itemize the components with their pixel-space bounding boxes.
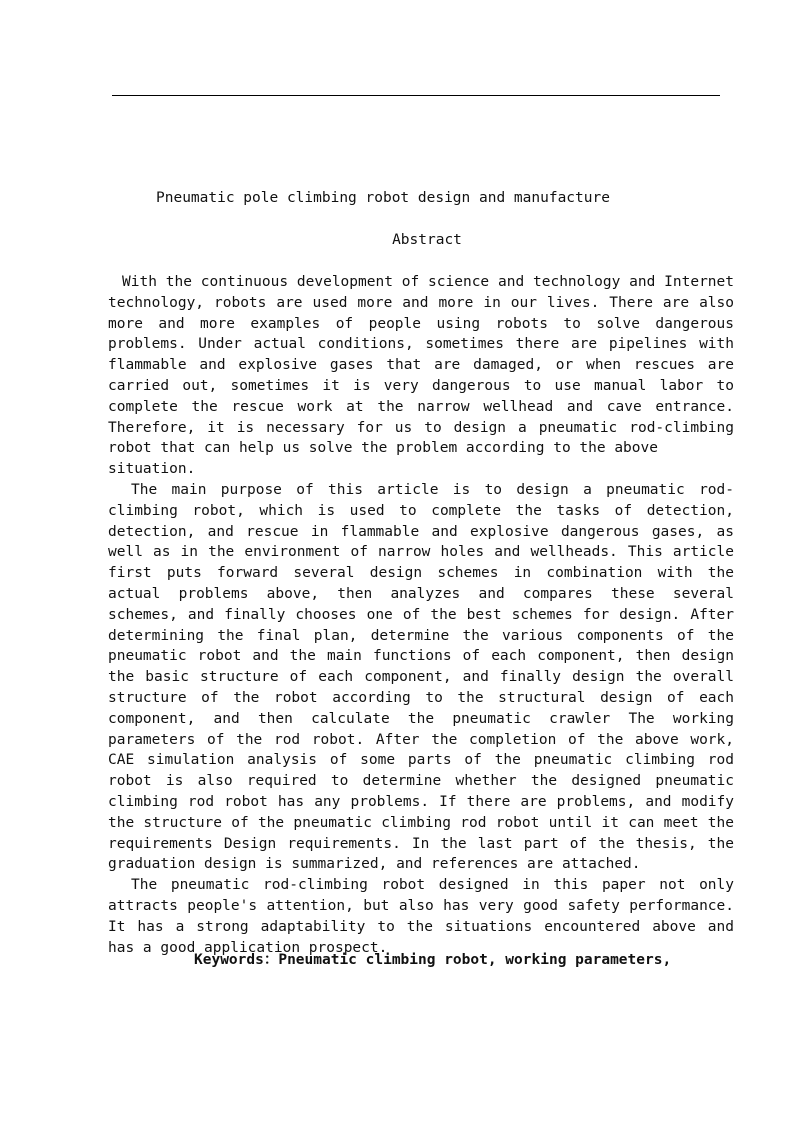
keywords-line: Keywords：Pneumatic climbing robot, working parameters,: [194, 952, 672, 968]
document-title: Pneumatic pole climbing robot design and manufacture: [156, 190, 610, 206]
abstract-paragraph: With the continuous development of science and technology and Internet technology, robots are used more and more in our lives. There are also more and more examples of people using robots to solve dangerous problems. Under actual conditions, sometimes there are pipelines with flammable and explosive gases that are damaged, or when rescues are carried out, sometimes it is very dangerous to use manual labor to complete the rescue work at the narrow wellhead and cave entrance. Therefore, it is necessary for us to design a pneumatic rod-climbing robot that can help us solve the problem according to the above: [108, 274, 734, 457]
abstract-heading: Abstract: [392, 232, 462, 248]
abstract-body: [108, 272, 734, 958]
abstract-paragraph: The main purpose of this article is to design a pneumatic rod-climbing robot, which is used to complete the tasks of detection, detection, and rescue in flammable and explosive dangerous gases, as well as in the environment of narrow holes and wellheads. This article first puts forward several design schemes in combination with the actual problems above, then analyzes and compares these several schemes, and finally chooses one of the best schemes for design. After determining the final plan, determine the various components of the pneumatic robot and the main functions of each component, then design the basic structure of each component, and finally design the overall structure of the robot according to the structural design of each component, and then calculate the pneumatic crawler The working parameters of the rod robot. After the completion of the above work, CAE simulation analysis of some parts of the pneumatic climbing rod robot is also required to determine whether the designed pneumatic climbing rod robot has any problems. If there are problems, and modify the structure of the pneumatic climbing rod robot until it can meet the requirements Design requirements. In the last part of the thesis, the graduation design is summarized, and references are attached.: [108, 481, 734, 873]
header-rule: [112, 95, 720, 96]
abstract-paragraph-continuation: situation.: [108, 461, 196, 478]
abstract-paragraph: The pneumatic rod-climbing robot designed in this paper not only attracts people's attention, but also has very good safety performance. It has a strong adaptability to the situations encountered above and has a good application prospect.: [108, 877, 734, 956]
